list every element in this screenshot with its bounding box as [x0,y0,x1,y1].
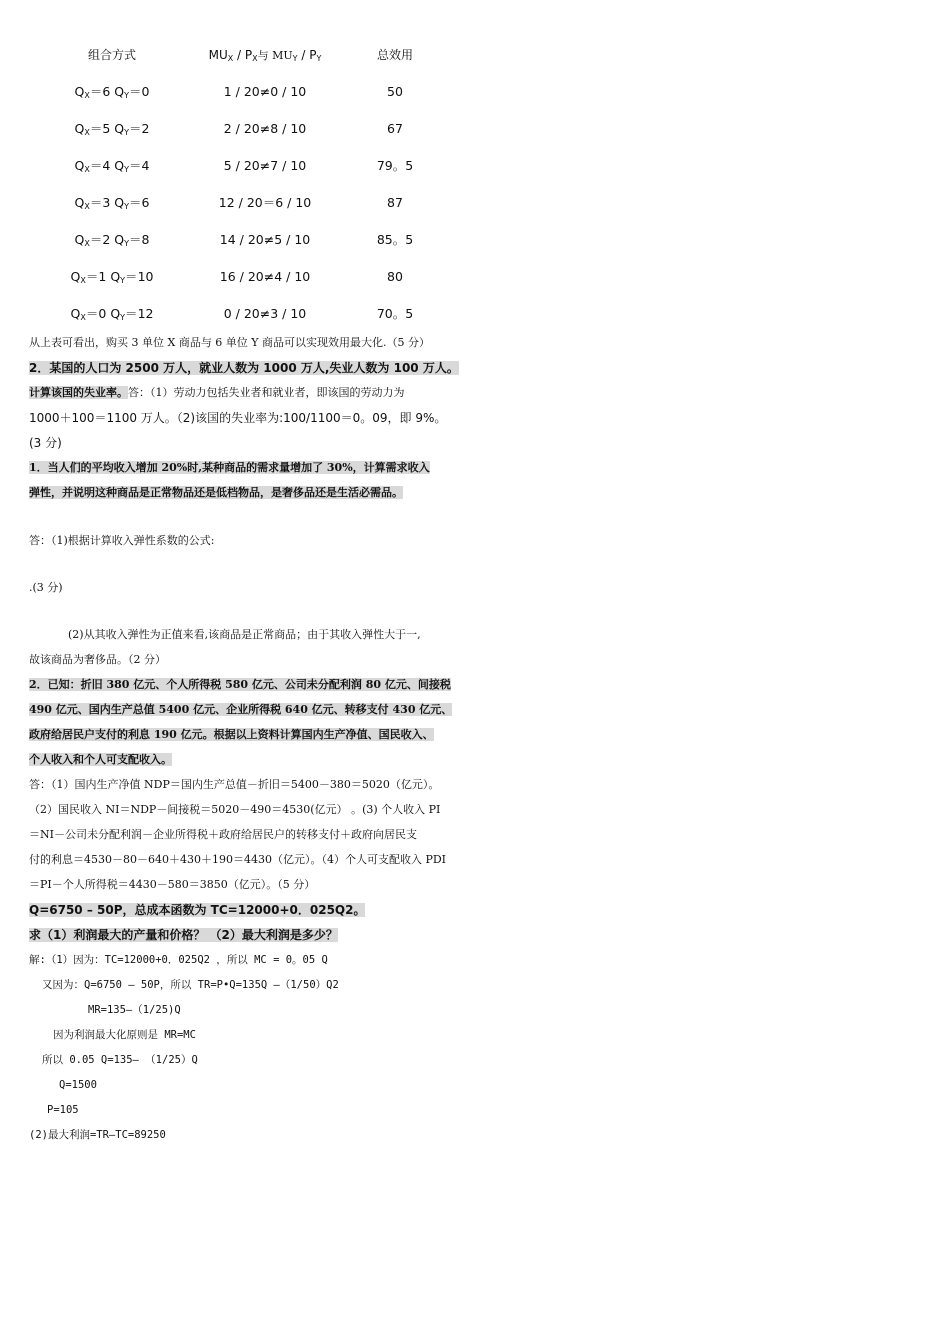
question-profit-line2: 求（1）利润最大的产量和价格？ （2）最大利润是多少？ [29,928,338,942]
answer-national-income-line3: ＝NI－公司未分配利润－企业所得税＋政府给居民户的转移支付＋政府向居民支 [29,828,417,841]
solution-line7: P=105 [47,1104,79,1116]
combination-cell: $Q_X=2$ $Q_Y=8$ [74,232,150,248]
combination-cell: $Q_X=0$ $Q_Y=12$ [70,306,154,322]
ratio-cell: 0 / 20≠3 / 10 [223,306,307,321]
ratio-cell: 1 / 20≠0 / 10 [223,84,307,99]
total-utility-cell: 85。5 [376,232,414,247]
ratio-cell: 2 / 20≠8 / 10 [223,121,307,136]
table-conclusion: 从上表可看出，购买 3 单位 X 商品与 6 单位 Y 商品可以实现效用最大化.（5 分） [29,336,431,349]
table-row [60,266,460,303]
ratio-cell: 5 / 20≠7 / 10 [223,158,307,173]
solution-line5: 所以 0.05 Q=135— （1/25）Q [42,1054,198,1066]
answer-elasticity-line1: 答：（1)根据计算收入弹性系数的公式: [29,534,215,547]
answer-elasticity-line3: 故该商品为奢侈品。（2 分） [29,653,166,666]
total-utility-cell: 79。5 [376,158,414,173]
question-elasticity-line1: 1．当人们的平均收入增加 20%时,某种商品的需求量增加了 30%，计算需求收入 [29,461,430,474]
total-utility-cell: 67 [387,121,403,136]
total-utility-cell: 50 [387,84,403,99]
ratio-cell: 16 / 20≠4 / 10 [219,269,311,284]
answer-national-income-line5: ＝PI－个人所得税＝4430－580＝3850（亿元）。（5 分） [29,878,316,891]
answer-elasticity-line2: (2)从其收入弹性为正值来看,该商品是正常商品；由于其收入弹性大于一, [68,628,421,641]
question-national-income-line2: 490 亿元、国内生产总值 5400 亿元、企业所得税 640 亿元、转移支付 430 亿元、 [29,703,453,716]
question-national-income-line1: 2．已知：折旧 380 亿元、个人所得税 580 亿元、公司未分配利润 80 亿元、间接税 [29,678,451,691]
table-row [60,118,460,155]
question-profit-line1: Q=6750 – 50P，总成本函数为 TC=12000+0．025Q2。 [29,903,366,917]
total-utility-cell: 80 [387,269,403,284]
solution-line8: (2)最大利润=TR—TC=89250 [29,1129,166,1141]
table-row [60,229,460,266]
table-header-row [60,44,460,81]
solution-line1: 解:（1）因为：TC=12000+0．025Q2 ，所以 MC = 0。05 Q [29,954,328,966]
utility-table [60,44,460,340]
solution-line4: 因为利润最大化原则是 MR=MC [53,1029,196,1041]
solution-line3: MR=135—（1/25)Q [88,1004,181,1016]
question-unemployment: 2．某国的人口为 2500 万人，就业人数为 1000 万人,失业人数为 100 万人。 [29,361,459,375]
table-row [60,81,460,118]
solution-line2: 又因为：Q=6750 – 50P，所以 TR=P•Q=135Q —（1/50）Q2 [42,979,339,991]
answer-elasticity-score: .(3 分) [29,581,63,594]
table-row [60,155,460,192]
question-national-income-line3: 政府给居民户支付的利息 190 亿元。根据以上资料计算国内生产净值、国民收入、 [29,728,434,741]
answer-national-income-line2: （2）国民收入 NI＝NDP－间接税＝5020－490＝4530(亿元） 。(3) 个人收入 PI [29,803,441,816]
total-utility-cell: 87 [387,195,403,210]
header-total-utility: 总效用 [376,48,413,62]
answer-unemployment-line2: 1000＋100＝1100 万人。（2)该国的失业率为:100/1100＝0。09，即 9%。 [29,411,447,425]
answer-unemployment-score: (3 分) [29,436,62,450]
answer-national-income-line4: 付的利息＝4530－80－640＋430＋190＝4430（亿元）。（4）个人可支配收入 PDI [29,853,447,866]
question-elasticity-line2: 弹性，并说明这种商品是正常物品还是低档物品，是奢侈品还是生活必需品。 [29,486,403,499]
combination-cell: $Q_X=1$ $Q_Y=10$ [70,269,154,285]
ratio-cell: 12 / 20＝6 / 10 [218,195,312,210]
table-row [60,192,460,229]
question-national-income-line4: 个人收入和个人可支配收入。 [29,753,172,766]
combination-cell: $Q_X=3$ $Q_Y=6$ [74,195,150,211]
combination-cell: $Q_X=5$ $Q_Y=2$ [74,121,150,137]
solution-line6: Q=1500 [59,1079,97,1091]
ratio-cell: 14 / 20≠5 / 10 [219,232,311,247]
header-combination: 组合方式 [87,48,136,62]
combination-cell: $Q_X=4$ $Q_Y=4$ [74,158,150,174]
combination-cell: $Q_X=6$ $Q_Y=0$ [74,84,150,100]
answer-unemployment-line1: 计算该国的失业率。答：（1）劳动力包括失业者和就业者，即该国的劳动力为 [29,386,405,399]
answer-national-income-line1: 答：（1）国内生产净值 NDP＝国内生产总值－折旧＝5400－380＝5020（亿元）。 [29,778,440,791]
header-ratio: $MU_X / P_X$与 $MU_Y / P_Y$ [208,48,322,63]
total-utility-cell: 70。5 [376,306,414,321]
